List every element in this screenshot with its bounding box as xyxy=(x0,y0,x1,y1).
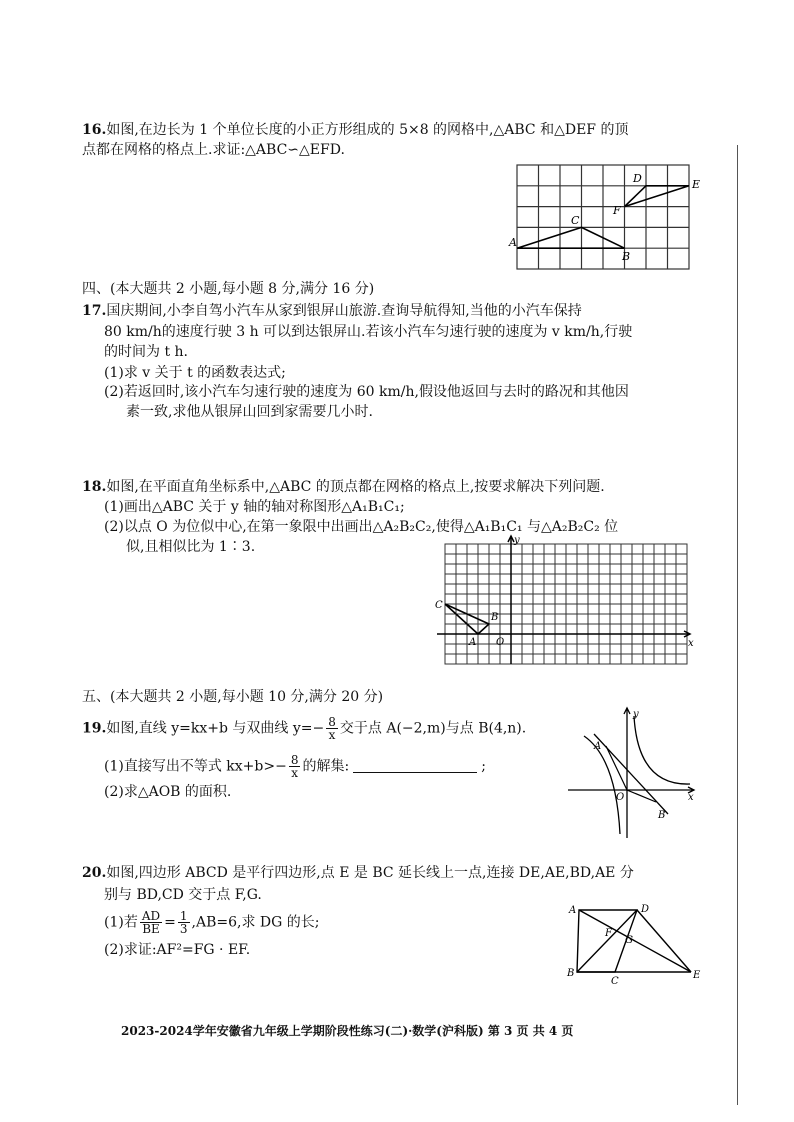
q20-label-b: B xyxy=(567,968,575,979)
q16-label-c: C xyxy=(571,214,580,227)
q19-answer-blank[interactable] xyxy=(353,758,477,773)
q19-part1-text-b: 的解集: xyxy=(302,758,350,775)
q17-part1: (1)求 v 关于 t 的函数表达式; xyxy=(104,365,286,381)
q20-frac2 xyxy=(178,910,190,935)
q18-label-o: O xyxy=(496,637,505,648)
q16-label-f: F xyxy=(613,204,621,217)
q17-part2b: 素一致,求他从银屏山回到家需要几小时. xyxy=(126,404,373,420)
q19-hyperbola-right xyxy=(634,716,690,784)
q19-part1-frac-den: x xyxy=(291,766,299,780)
q20-label-c: C xyxy=(611,976,619,987)
q18-grid xyxy=(445,544,687,664)
q19-text-1a: 如图,直线 y=kx+b 与双曲线 y=− xyxy=(106,720,325,737)
q16-line2: 点都在网格的格点上.求证:△ABC∽△EFD. xyxy=(82,142,345,158)
page-footer: 2023-2024学年安徽省九年级上学期阶段性练习(二)·数学(沪科版) 第 3 页 共 4 页 xyxy=(121,1024,574,1038)
q20-frac1-den: BE xyxy=(142,922,160,936)
q19-part1 xyxy=(104,754,486,779)
q20-line2: 别与 BD,CD 交于点 F,G. xyxy=(104,887,262,903)
q20-frac2-num: 1 xyxy=(179,909,188,923)
q20-figure xyxy=(563,898,707,988)
q19-line1 xyxy=(82,716,526,741)
q19-fraction xyxy=(326,716,338,741)
q19-label-x: x xyxy=(688,792,694,803)
q18-figure xyxy=(432,534,698,666)
q16-number: 16. xyxy=(82,122,107,138)
q18-label-a: A xyxy=(469,637,477,648)
q18-text-1: 如图,在平面直角坐标系中,△ABC 的顶点都在网格的格点上,按要求解决下列问题. xyxy=(106,479,605,495)
q19-part1-fraction xyxy=(289,754,301,779)
q19-part1-text-a: (1)直接写出不等式 kx+b>− xyxy=(104,758,287,775)
q18-label-x: x xyxy=(688,638,694,649)
q19-text-1b: 交于点 A(−2,m)与点 B(4,n). xyxy=(339,720,527,737)
section4-title: 四、(本大题共 2 小题,每小题 8 分,满分 16 分) xyxy=(82,281,375,297)
q19-label-b: B xyxy=(658,810,666,821)
q20-label-e: E xyxy=(693,970,701,981)
section5-title: 五、(本大题共 2 小题,每小题 10 分,满分 20 分) xyxy=(82,689,384,705)
q20-part1-text-b: ,AB=6,求 DG 的长; xyxy=(191,914,320,931)
q19-part1-frac-num: 8 xyxy=(290,753,299,767)
q20-part1-text-a: (1)若 xyxy=(104,914,138,931)
q18-line1 xyxy=(82,478,605,496)
q20-label-g: G xyxy=(625,935,633,946)
q17-line3: 的时间为 t h. xyxy=(104,344,188,360)
q19-part1-end: ; xyxy=(481,758,486,775)
q17-part2a: (2)若返回时,该小汽车匀速行驶的速度为 60 km/h,假设他返回与去时的路况和其他因 xyxy=(104,384,629,400)
q20-label-d: D xyxy=(641,904,650,915)
q19-hyperbola-left xyxy=(584,736,620,834)
q20-lines xyxy=(577,910,691,972)
q16-label-e: E xyxy=(692,178,701,191)
q19-number: 19. xyxy=(82,720,107,737)
q19-axes xyxy=(568,708,694,838)
q18-label-b: B xyxy=(491,612,499,623)
q17-number: 17. xyxy=(82,303,107,319)
q19-frac-num: 8 xyxy=(328,715,336,729)
margin-rule xyxy=(737,145,738,1105)
q20-frac1-num: AD xyxy=(141,909,161,923)
q20-part1 xyxy=(104,910,319,935)
q19-label-y: y xyxy=(633,709,639,720)
q20-frac2-den: 3 xyxy=(179,922,188,936)
q18-part2b: 似,且相似比为 1∶3. xyxy=(126,539,256,555)
q18-label-y: y xyxy=(514,535,520,546)
q16-label-b: B xyxy=(622,250,631,263)
q16-label-a: A xyxy=(509,236,517,249)
q18-number: 18. xyxy=(82,479,107,495)
q18-label-c: C xyxy=(435,600,443,611)
q16-line1 xyxy=(82,121,628,139)
q19-frac-den: x xyxy=(328,728,336,742)
q16-figure xyxy=(505,163,705,275)
q18-part2a: (2)以点 O 为位似中心,在第一象限中出画出△A₂B₂C₂,使得△A₁B₁C₁ 与△A₂B₂C₂ 位 xyxy=(104,519,619,535)
q20-eq: = xyxy=(164,914,176,931)
q17-text-1: 国庆期间,小李自驾小汽车从家到银屏山旅游.查询导航得知,当他的小汽车保持 xyxy=(106,303,582,319)
q17-line1 xyxy=(82,302,582,320)
q19-label-a: A xyxy=(594,741,602,752)
q19-part2: (2)求△AOB 的面积. xyxy=(104,784,232,800)
q20-label-f: F xyxy=(605,928,612,939)
q16-label-d: D xyxy=(633,172,642,185)
q16-text-1: 如图,在边长为 1 个单位长度的小正方形组成的 5×8 的网格中,△ABC 和△DEF 的顶 xyxy=(106,122,629,138)
q16-grid xyxy=(517,165,689,269)
q19-label-o: O xyxy=(616,792,625,803)
q17-line2: 80 km/h的速度行驶 3 h 可以到达银屏山.若该小汽车匀速行驶的速度为 v km/h,行驶 xyxy=(104,324,633,340)
q20-number: 20. xyxy=(82,865,107,881)
q18-part1: (1)画出△ABC 关于 y 轴的轴对称图形△A₁B₁C₁; xyxy=(104,499,405,515)
q20-part2: (2)求证:AF²=FG · EF. xyxy=(104,942,251,958)
q20-line1 xyxy=(82,864,634,882)
q20-label-a: A xyxy=(569,905,577,916)
q20-text-1: 如图,四边形 ABCD 是平行四边形,点 E 是 BC 延长线上一点,连接 DE,AE,BD,AE 分 xyxy=(106,865,634,881)
q20-frac1 xyxy=(140,910,162,935)
q19-figure xyxy=(564,706,698,840)
